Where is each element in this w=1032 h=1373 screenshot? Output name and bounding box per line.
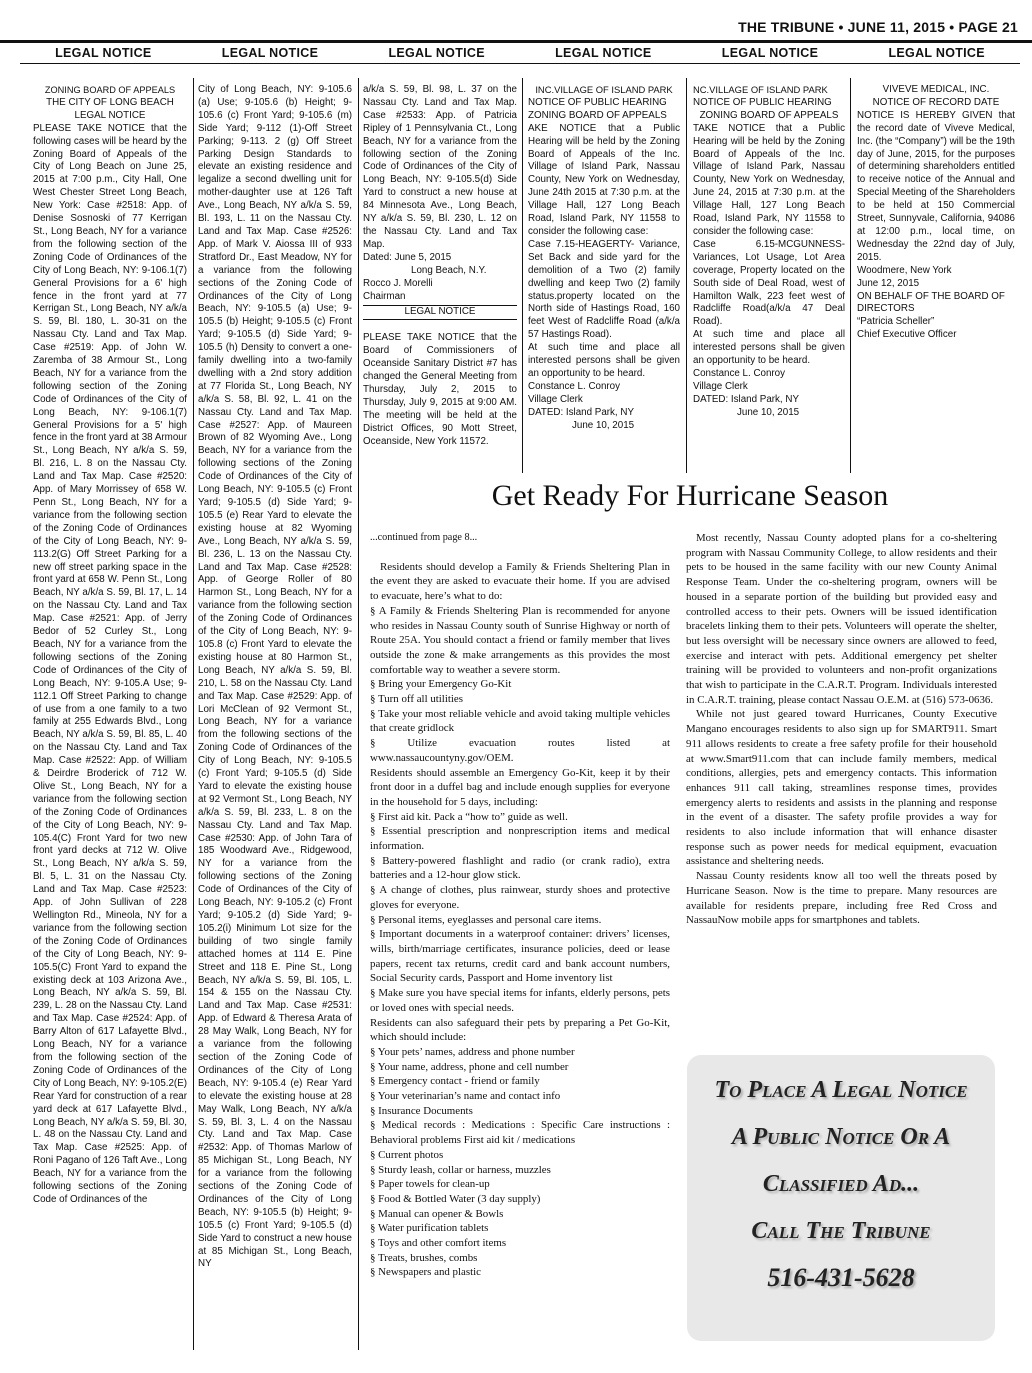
article-bullet: § Your pets’ names, address and phone number (370, 1045, 575, 1058)
masthead: THE TRIBUNE • JUNE 11, 2015 • PAGE 21 (738, 19, 1018, 35)
notice-dated: DATED: Island Park, NY (693, 393, 799, 405)
article-bullet: § A change of clothes, plus rainwear, sturdy shoes and protective gloves for everyone. (370, 884, 670, 911)
article-bullet: § Your veterinarian’s name and contact info (370, 1090, 561, 1103)
notice-date: June 10, 2015 (737, 406, 800, 418)
section-head-1: LEGAL NOTICE (55, 46, 152, 60)
article-bullet: § Current photos (370, 1148, 444, 1161)
notice-case: Case 7.15-HEAGERTY- Variance, Set Back and side yard for the demolition of a Two (2) family dwelling and keep Two (2) family status.property located on the North side of Hastings Road, 160 feet West of Radcliffe Road (a/k/a 57 Hastings Road). (528, 238, 680, 341)
notice-signer-title: Chief Executive Officer (857, 329, 957, 341)
article-bullet: § Battery-powered flashlight and radio (or crank radio), extra batteries and a 12-hour glow stick. (370, 854, 670, 882)
article-bullet: § Essential prescription and nonprescription items and medical information. (370, 825, 670, 853)
notice-heading: ZONING BOARD OF APPEALS (699, 109, 839, 121)
notice-behalf: ON BEHALF OF THE BOARD OF DIRECTORS (857, 290, 1005, 315)
article-bullet: § First aid kit. Pack a “how to” guide as well. (370, 810, 568, 823)
article-bullet: § Toys and other comfort items (370, 1237, 507, 1250)
notice-case: Case 6.15-MCGUNNESS- Variances, Lot Usage, Lot Area coverage, Property located on the South side of Deal Road, west of Hamilton Walk, 223 feet west of Radcliffe Road(a/k/a 47 Deal Road). (693, 238, 845, 328)
article-bullet: § Make sure you have special items for infants, elderly persons, pets or loved ones with special needs. (370, 987, 670, 1014)
article-bullet: § Bring your Emergency Go-Kit (370, 678, 512, 691)
notice-signer-title: Village Clerk (693, 380, 748, 392)
legal-column-3 (363, 84, 517, 464)
notice-heading: ZONING BOARD OF APPEALS (528, 109, 667, 121)
notice-signer: Constance L. Conroy (528, 380, 621, 392)
legal-column-island-park-1 (528, 84, 680, 464)
article-bullet: § Utilize evacuation routes listed at www.nassaucountyny.gov/OEM. (370, 737, 670, 764)
notice-closing: At such time and place all interested persons shall be given an opportunity to be heard. (528, 342, 680, 379)
notice-heading: NOTICE OF PUBLIC HEARING (693, 96, 832, 108)
article-paragraph: Most recently, Nassau County adopted plans for a co-sheltering program with Nassau Community College, to allow residents and their pets to be housed in the same facility with our new County Animal Response Team. Under the co-sheltering program, owners will be housed in a separate portion of the building but provided easy and controlled access to their pets. Owners will be issued identification bracelets linking them to their pets. Volunteers will operate the shelter, but less oversight will be necessary since owners are allowed to feed, exercise and interact with pets. Additional emergency pet shelter training will be provided to volunteers and non-profit organizations that wish to participate in the C.A.R.T. Program. Individuals interested in C.A.R.T. training, please contact Nassau O.E.M. at (516) 573-0636. (686, 532, 997, 706)
article-bullet: § Treats, brushes, combs (370, 1251, 478, 1264)
notice-body: NOTICE IS HEREBY GIVEN that the record date of Viveve Medical, Inc. (the “Company”) will be the 19th day of June, 2015, for the purposes of determining shareholders entitled to receive notice of the Annual and Special Meeting of the Shareholders to be held at 150 Commercial Street, Sunnyvale, California, 94086 at 12:00 p.m., local time, on Wednesday the 22nd day of July, 2015. (857, 109, 1015, 263)
article-paragraph: While not just geared toward Hurricanes, County Executive Mangano encourages residents to also sign up for SMART911. Smart 911 allows residents to create a free safety profile for their household at www.Smart911.com that can include family members, medical conditions, allergies, pets and emergency contacts. This information enhances 911 call taking, streamlines response times, provides emergency alerts to residents and assists in the planning and response in the event of a disaster. The safety profile provides a way for residents to also include information that will enhance disaster response such as power needs for medical equipment, evacuation assistance and sheltering needs. (686, 708, 997, 868)
notice-signer-title: Village Clerk (528, 393, 583, 405)
notice-heading: ZONING BOARD OF APPEALS (44, 85, 176, 95)
notice-heading: INC.VILLAGE OF ISLAND PARK (535, 84, 673, 95)
article-paragraph: Residents can also safeguard their pets by preparing a Pet Go-Kit, which should include: (370, 1016, 670, 1044)
ad-phone: 516-431-5628 (767, 1263, 915, 1292)
article-bullet: § Manual can opener & Bowls (370, 1207, 504, 1220)
notice-place: Woodmere, New York (857, 264, 952, 276)
article-bullet: § Take your most reliable vehicle and avoid taking multiple vehicles that create gridlock (370, 707, 670, 735)
section-head-2: LEGAL NOTICE (221, 46, 319, 60)
column-divider (686, 78, 687, 473)
notice-signer-title: Chairman (363, 290, 406, 302)
article-bullet: § Your name, address, phone and cell number (370, 1060, 569, 1073)
legal-column-viveve (857, 84, 1015, 464)
notice-closing: At such time and place all interested persons shall be given an opportunity to be heard. (693, 329, 845, 367)
notice-body: City of Long Beach, NY: 9-105.6 (a) Use; 9-105.6 (b) Height; 9-105.6 (c) Front Yard; 9-105.6 (m) Side Yard; 9-112 (1)-Off Street Parking; 9-113. 2 (g) Off Street Parking Design Standards to elevate an existing residence and legalize a second dwelling unit for mother-daughter use at 126 Taft Ave., Long Beach, NY a/k/a S. 59, Bl. 193, L. 11 on the Nassau Cty. Land and Tax Map. Case #2526: App. of Mark V. Aiossa III of 933 Stratford Dr., East Meadow, NY for a variance from the following sections of the Zoning Code of Ordinances of the City of Long Beach, NY: 9-105.5 (a) Use; 9-105.5 (b) Height; 9-105.5 (c) Front Yard; 9-105.5 (d) Side Yard; 9-105.5 (h) Density to convert a one-family dwelling into a two-family dwelling with a 2nd story addition at 77 Florida St., Long Beach, NY a/k/a S. 58, Bl. 92, L. 41 on the Nassau Cty. Land and Tax Map. Case #2527: App. of Maureen Brown of 82 Wyoming Ave., Long Beach, NY for a variance from the following sections of the Zoning Code of Ordinances of the City of Long Beach, NY: 9-105.5 (c) Front Yard; 9-105.5 (d) Side Yard; 9-105.5 (e) Rear Yard to elevate the existing house at 82 Wyoming Ave., Long Beach, NY a/k/a S. 59, Bl. 236, L. 13 on the Nassau Cty. Land and Tax Map. Case #2528: App. of George Roller of 80 Harmon St., Long Beach, NY for a variance from the following section of the Zoning Code of Ordinances of the City of Long Beach, NY: 9-105.8 (c) Front Yard to elevate the existing house at 80 Harmon St., Long Beach, NY a/k/a S. 59, Bl. 210, L. 58 on the Nassau Cty. Land and Tax Map. Case #2529: App. of Lori McClean of 92 Vermont St., Long Beach, NY for a variance from the following sections of the Zoning Code of Ordinances of the City of Long Beach, NY: 9-105.5 (c) Front Yard; 9-105.5 (d) Side Yard to elevate the existing house at 92 Vermont St., Long Beach, NY a/k/a S. 59, Bl. 233, L. 8 on the Nassau Cty. Land and Tax Map. Case #2530: App. of John Tara of 185 Woodward Ave., Ridgewood, NY for a variance from the following sections of the Zoning Code of Ordinances of the City of Long Beach, NY: 9-105.2 (c) Front Yard; 9-105.2 (d) Side Yard; 9-105.2(i) Minimum Lot size for the building of two single family attached homes at 114 E. Pine Street and 118 E. Pine St., Long Beach, NY a/k/a S. 59, Bl. 105, L. 154 & 155 on the Nassau Cty. Land and Tax Map. Case #2531: App. of Edward & Theresa Arata of 28 May Walk, Long Beach, NY for a variance from the following section of the Zoning Code of Ordinances of the City of Long Beach, NY: 9-105.4 (e) Rear Yard to elevate the existing house at 28 May Walk, Long Beach, NY a/k/a S. 59, Bl. 3, L. 4 on the Nassau Cty. Land and Tax Map. Case #2532: App. of Thomas Marlow of 85 Michigan St., Long Beach, NY for a variance from the following sections of the Zoning Code of Ordinances of the City of Long Beach, NY: 9-105.5 (b) Height; 9-105.5 (c) Front Yard; 9-105.5 (d) Side Yard to construct a new house at 85 Michigan St., Long Beach, NY (198, 84, 352, 1270)
notice-body: TAKE NOTICE that a Public Hearing will be held by the Zoning Board of Appeals of the Inc. Village of Island Park, Nassau County, New York on Wednesday, June 24, 2015 at 7:30 p.m. at the Village Hall, 127 Long Beach Road, Island Park, NY 11558 to consider the following case: (693, 122, 845, 237)
column-divider (193, 78, 194, 1350)
article-bullet: § Paper towels for clean-up (370, 1178, 490, 1191)
notice-dated: Dated: June 5, 2015 (363, 251, 452, 263)
ad-line: To Place A Legal Notice (714, 1077, 968, 1103)
notice-body: AKE NOTICE that a Public Hearing will be held by the Zoning Board of Appeals of the Inc. Village of Island Park, Nassau County, New York on Wednesday, June 24th 2015 at 7:30 p.m. at the Village Hall, 127 Long Beach Road, Island Park, NY 11558 to consider the following case: (528, 122, 680, 237)
section-head-3: LEGAL NOTICE (388, 46, 485, 60)
article-bullet: § Insurance Documents (370, 1104, 473, 1117)
notice-body: PLEASE TAKE NOTICE that the Board of Commissioners of Oceanside Sanitary District #7 has changed the General Meeting from Thursday, July 2, 2015 to Thursday, July 9, 2015 at 9:00 AM. The meeting will be held at the District Offices, 90 Mott Street, Oceanside, New York 11572. (363, 332, 517, 447)
notice-heading: LEGAL NOTICE (74, 109, 146, 121)
notice-heading: NOTICE OF RECORD DATE (872, 96, 1000, 108)
notice-body: a/k/a S. 59, Bl. 98, L. 37 on the Nassau Cty. Land and Tax Map. Case #2533: App. of Patricia Ripley of 1 Pennsylvania Ct., Long Beach, NY for a variance from the following section of the Zoning Code of Ordinances of the City of Long Beach, NY: 9-105.5(d) Side Yard to construct a new house at 84 Minnesota Ave., Long Beach, NY a/k/a S. 59, Bl. 230, L. 12 on the Nassau Cty. Land and Tax Map. (363, 84, 517, 250)
section-head-4: LEGAL NOTICE (555, 46, 652, 60)
article-paragraph: Residents should assemble an Emergency Go-Kit, keep it by their front door in a duffel bag and include enough supplies for everyone in the household for 5 days, including: (370, 766, 670, 808)
legal-column-zoning-2 (198, 84, 352, 1349)
article-bullet: § Sturdy leash, collar or harness, muzzles (370, 1163, 551, 1176)
ad-line: Call The Tribune (751, 1218, 931, 1244)
column-divider (850, 78, 851, 473)
article-bullet: § Turn off all utilities (370, 693, 463, 706)
legal-column-island-park-2 (693, 84, 845, 464)
column-divider (358, 78, 359, 1350)
article-bullet: § Emergency contact - friend or family (370, 1075, 540, 1088)
notice-dated: DATED: Island Park, NY (528, 406, 634, 418)
section-headers (20, 46, 1020, 64)
top-rule (0, 40, 1032, 43)
article-continued: ...continued from page 8... (370, 532, 478, 543)
notice-body: PLEASE TAKE NOTICE that the following cases will be heard by the Zoning Board of Appeals of the City of Long Beach on June 25, 2015 at 7:00 p.m., City Hall, One West Chester Street Long Beach, New York: Case #2518: App. of Denise Sosnoski of 77 Kerrigan St., Long Beach, NY for a variance from the following section of the Zoning Code of Ordinances of the City of Long Beach, NY: 9-106.1(7) General Provisions for a 6' high fence in the front yard at 77 Kerrigan St., Long Beach, NY a/k/a S. 59, Bl. 180, L. 30-31 on the Nassau Cty. Land and Tax Map. Case #2519: App. of John W. Zaremba of 38 Armour St., Long Beach, NY for a variance from the following section of the Zoning Code of Ordinances of the City of Long Beach, NY: 9-106.1(7) General Provisions for a 5' high fence in the front yard at 38 Armour St., Long Beach, NY a/k/a S. 59, Bl. 216, L. 8 on the Nassau Cty. Land and Tax Map. Case #2520: App. of Mary Morrissey of 658 W. Penn St., Long Beach, NY for a variance from the following section of the Zoning Code of Ordinances of the City of Long Beach, NY: 9-113.2(G) Off Street Parking for a new off street parking space in the front yard at 658 W. Penn St., Long Beach, NY a/k/a S. 59, Bl. 17, L. 14 on the Nassau Cty. Land and Tax Map. Case #2521: App. of Jerry Bedor of 52 Curley St., Long Beach, NY for a variance from the following sections of the Zoning Code of Ordinances of the City of Long Beach, NY: 9-105.A Use; 9-112.1 Off Street Parking to change of use from a one family to a two family at 255 Edwards Blvd., Long Beach, NY a/k/a S. 59, Bl. 85, L. 40 on the Nassau Cty. Land and Tax Map. Case #2522: App. of William & Deirdre Broderick of 712 W. Olive St., Long Beach, NY for a variance from the following section of the Zoning Code of Ordinances of the City of Long Beach, NY: 9-105.4(C) Front Yard for two new front yard decks at 712 W. Olive St., Long Beach, NY a/k/a S. 59, Bl. 5, L. 31 on the Nassau Cty. Land and Tax Map. Case #2523: App. of John Sullivan of 228 Wellington Rd., Mineola, NY for a variance from the following section of the Zoning Code of Ordinances of the City of Long Beach, NY: 9-105.5(C) Front Yard to expand the existing deck at 103 Arizona Ave., Long Beach, NY a/k/a S. 59, Bl. 239, L. 28 on the Nassau Cty. Land and Tax Map. Case #2524: App. of Barry Alton of 617 Lafayette Blvd., Long Beach, NY for a variance from the following section of the Zoning Code of Ordinances of the City of Long Beach, NY: 9-105.2(E) Rear Yard for construction of a rear yard deck at 617 Lafayette Blvd., Long Beach, NY a/k/a S. 59, Bl. 30, L. 48 on the Nassau Cty. Land and Tax Map. Case #2525: App. of Roni Pagano of 126 Taft Ave., Long Beach, NY for a variance from the following sections of the Zoning Code of Ordinances of the (33, 122, 187, 1205)
legal-notice-heading: LEGAL NOTICE (404, 306, 476, 318)
article-bullet: § Water purification tablets (370, 1222, 489, 1235)
column-divider (522, 78, 523, 473)
article-headline: Get Ready For Hurricane Season (491, 479, 889, 512)
notice-heading: NOTICE OF PUBLIC HEARING (528, 96, 667, 108)
article-column-right (686, 531, 997, 1031)
ad-line: Classified Ad... (762, 1171, 920, 1197)
article-bullet: § Food & Bottled Water (3 day supply) (370, 1192, 541, 1205)
notice-signer: Constance L. Conroy (693, 367, 786, 379)
article-bullet: § Important documents in a waterproof container: drivers’ licenses, wills, birth/marriage certificates, insurance policies, deed or lease papers, recent tax returns, credit card and bank account numbers, Social Security cards, Passport and Home inventory list (370, 928, 670, 985)
article-bullet: § Medical records : Medications : Specific Care instructions : Behavioral problems First aid kit / medications (370, 1119, 670, 1147)
notice-heading: THE CITY OF LONG BEACH (46, 96, 174, 108)
section-head-5: LEGAL NOTICE (721, 46, 819, 60)
legal-column-zoning-1 (33, 84, 187, 1349)
article-bullet: § A Family & Friends Sheltering Plan is recommended for anyone who resides in Nassau County south of Sunrise Highway or north of Route 25A. You should contact a friend or family member that lives outside the zone & make arrangements as this provides the most comfortable way to weather a severe storm. (370, 604, 670, 676)
article-bullet: § Personal items, eyeglasses and personal care items. (370, 913, 602, 926)
section-head-6: LEGAL NOTICE (888, 46, 985, 60)
article-column-left (370, 531, 670, 1351)
notice-place: Long Beach, N.Y. (411, 264, 487, 276)
notice-date: June 10, 2015 (572, 419, 635, 431)
notice-signer: Rocco J. Morelli (363, 277, 433, 289)
notice-date: June 12, 2015 (857, 277, 920, 289)
notice-heading: VIVEVE MEDICAL, INC. (882, 84, 990, 95)
ad-line: A Public Notice Or A (731, 1124, 951, 1150)
notice-signer: “Patricia Scheller” (857, 316, 935, 328)
article-paragraph: Residents should develop a Family & Friends Sheltering Plan in the event they are asked to evacuate their home. If you are advised to evacuate, here’s what to do: (370, 560, 670, 603)
article-paragraph: Nassau County residents know all too well the threats posed by Hurricane Season. Now is the time to prepare. Many resources are available for residents prepare, including free Red Cross and NassauNow mobile apps for smartphones and tablets. (686, 870, 997, 927)
notice-heading: NC.VILLAGE OF ISLAND PARK (693, 84, 828, 95)
classified-ad-box (687, 1055, 995, 1341)
article-bullet: § Newspapers and plastic (370, 1266, 481, 1279)
